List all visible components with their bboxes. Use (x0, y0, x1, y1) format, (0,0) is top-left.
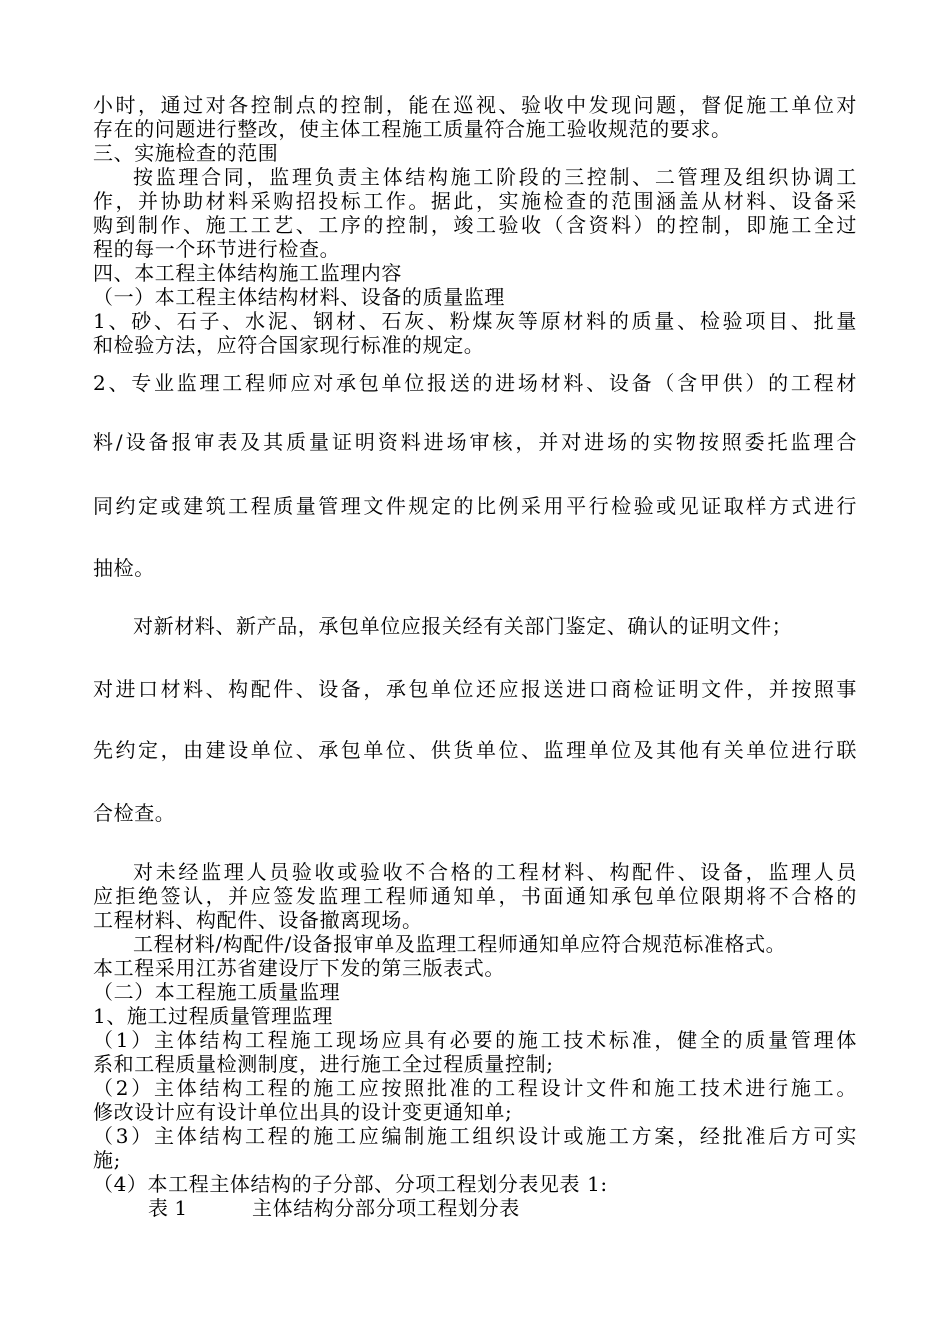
subsection-heading: （二）本工程施工质量监理 (93, 980, 341, 1004)
text-line: 工程材料、构配件、设备撤离现场。 (93, 908, 423, 932)
text-line: 作，并协助材料采购招投标工作。据此，实施检查的范围涵盖从材料、设备采 (93, 189, 857, 213)
table-caption-label: 表 1 (148, 1196, 188, 1220)
text-line: 料/设备报审表及其质量证明资料进场审核，并对进场的实物按照委托监理合 (93, 430, 857, 454)
text-line: （4）本工程主体结构的子分部、分项工程划分表见表 1: (93, 1172, 608, 1196)
text-line: 小时，通过对各控制点的控制，能在巡视、验收中发现问题，督促施工单位对 (93, 93, 857, 117)
text-line: 应拒绝签认，并应签发监理工程师通知单，书面通知承包单位限期将不合格的 (93, 884, 857, 908)
text-line: 合检查。 (93, 801, 176, 825)
text-line: 修改设计应有设计单位出具的设计变更通知单; (93, 1100, 513, 1124)
text-line: 本工程采用江苏省建设厅下发的第三版表式。 (93, 956, 505, 980)
text-line: 程的每一个环节进行检查。 (93, 237, 341, 261)
text-line: 对进口材料、构配件、设备，承包单位还应报送进口商检证明文件，并按照事 (93, 677, 857, 701)
text-line: 抽检。 (93, 556, 155, 580)
text-line: 工程材料/构配件/设备报审单及监理工程师通知单应符合规范标准格式。 (133, 932, 787, 956)
text-line: 按监理合同，监理负责主体结构施工阶段的三控制、二管理及组织协调工 (133, 165, 857, 189)
text-line: 施; (93, 1148, 121, 1172)
section-heading: 四、本工程主体结构施工监理内容 (93, 261, 402, 285)
text-line: （3）主体结构工程的施工应编制施工组织设计或施工方案，经批准后方可实 (93, 1124, 857, 1148)
section-heading: 三、实施检查的范围 (93, 141, 279, 165)
text-line: 2、专业监理工程师应对承包单位报送的进场材料、设备（含甲供）的工程材 (93, 371, 857, 395)
subsection-heading: （一）本工程主体结构材料、设备的质量监理 (93, 285, 505, 309)
text-line: 先约定，由建设单位、承包单位、供货单位、监理单位及其他有关单位进行联 (93, 738, 857, 762)
text-line: 对未经监理人员验收或验收不合格的工程材料、构配件、设备，监理人员 (133, 860, 857, 884)
table-caption-title: 主体结构分部分项工程划分表 (252, 1196, 520, 1220)
text-line: 系和工程质量检测制度，进行施工全过程质量控制; (93, 1052, 554, 1076)
text-line: 购到制作、施工工艺、工序的控制，竣工验收（含资料）的控制，即施工全过 (93, 213, 857, 237)
text-line: 1、砂、石子、水泥、钢材、石灰、粉煤灰等原材料的质量、检验项目、批量 (93, 309, 857, 333)
text-line: 对新材料、新产品，承包单位应报关经有关部门鉴定、确认的证明文件； (133, 614, 793, 638)
text-line: 和检验方法，应符合国家现行标准的规定。 (93, 333, 485, 357)
text-line: 存在的问题进行整改，使主体工程施工质量符合施工验收规范的要求。 (93, 117, 732, 141)
text-line: 1、施工过程质量管理监理 (93, 1004, 333, 1028)
text-line: 同约定或建筑工程质量管理文件规定的比例采用平行检验或见证取样方式进行 (93, 494, 857, 518)
text-line: （2）主体结构工程的施工应按照批准的工程设计文件和施工技术进行施工。 (93, 1076, 857, 1100)
text-line: （1）主体结构工程施工现场应具有必要的施工技术标准，健全的质量管理体 (93, 1028, 857, 1052)
